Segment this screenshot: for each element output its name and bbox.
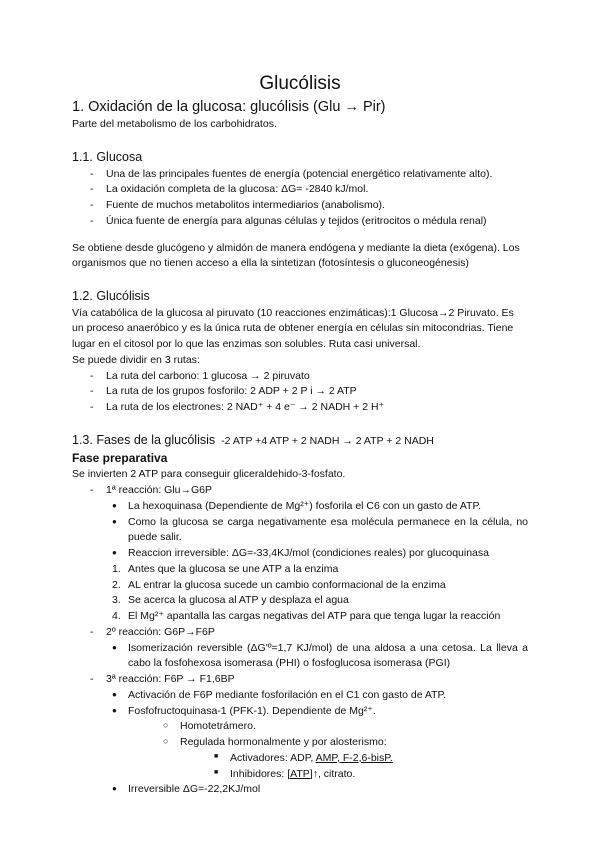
- reaction-3-bullets: [72, 688, 528, 720]
- reaction-1-bullets: [72, 499, 528, 562]
- list-item: ● Irreversible ΔG=-22,2KJ/mol: [128, 782, 528, 798]
- glucosa-list: [72, 167, 528, 230]
- document-title: Glucólisis: [259, 73, 341, 94]
- activators-underlined: AMP, F-2,6-bisP.: [315, 751, 393, 764]
- reaction-1-steps: [72, 562, 528, 625]
- list-item: - Fuente de muchos metabolitos intermediarios (anabolismo).: [72, 198, 528, 214]
- reaction-1-label: 1ª reacción: Glu→G6P: [106, 484, 213, 497]
- phase-intro: Se invierten 2 ATP para conseguir gliceraldehido-3-fosfato.: [72, 468, 346, 481]
- reaction-3-label: - 3ª reacción: F6P → F1,6BP: [72, 672, 528, 688]
- list-item: ● Fosfofructoquinasa-1 (PFK-1). Dependiente de Mg²⁺.: [128, 704, 528, 720]
- reactions-list: [72, 483, 528, 499]
- reaction-2-bullets: [72, 641, 528, 673]
- list-item: 2. AL entrar la glucosa sucede un cambio conformacional de la enzima: [112, 578, 446, 591]
- list-item: - Una de las principales fuentes de energía (potencial energético relativamente alto).: [72, 167, 528, 183]
- routes-list: [72, 369, 528, 416]
- inhibitors-label: Inhibidores:: [230, 767, 288, 780]
- activators-label: Activadores: ADP,: [230, 751, 316, 764]
- pfk-sublist: [72, 719, 528, 751]
- list-item: - La ruta de los grupos fosforilo: 2 ADP + 2 P i → 2 ATP: [72, 384, 528, 400]
- step-text: Se acerca la glucosa al ATP y desplaza el agua: [128, 594, 349, 607]
- list-item: ○ Homotetrámero.: [180, 719, 528, 735]
- glucolisis-paragraph: Vía catabólica de la glucosa al piruvato (10 reacciones enzimáticas):1 Glucosa→2 Piruvato. Es un proceso anaeróbico y es la única ruta de obtener energía en células sin mitocondrias. Tiene lugar en el citosol por lo que las enzimas son solubles. Ruta casi universal.: [72, 306, 514, 351]
- list-item: ● Como la glucosa se carga negativamente esa molécula permanece en la célula, no puede salir.: [128, 515, 528, 547]
- section-1-intro: Parte del metabolismo de los carbohidratos.: [72, 118, 277, 131]
- regulation-sublist: [72, 751, 528, 783]
- inhibitors-rest: ↑, citrato.: [312, 767, 356, 780]
- list-item: - La oxidación completa de la glucosa: ΔG= -2840 kJ/mol.: [72, 182, 528, 198]
- list-item: ● Isomerización reversible (ΔG'º=1,7 KJ/mol) de una aldosa a una cetosa. La lleva a cabo la fosfohexosa isomerasa (PHI) o fosfoglucosa isomerasa (PGI): [128, 641, 528, 673]
- list-item: - Única fuente de energía para algunas células y tejidos (eritrocitos o médula renal): [72, 214, 528, 230]
- reaction-3-final: [72, 782, 528, 798]
- list-item: - La ruta del carbono: 1 glucosa → 2 piruvato: [72, 369, 528, 385]
- glucosa-paragraph: Se obtiene desde glucógeno y almidón de manera endógena y mediante la dieta (exógena). Los organismos que no tienen acceso a ella la sintetizan (fotosíntesis o gluconeogénesis): [72, 241, 520, 270]
- section-1-3-heading: [72, 432, 528, 450]
- section-1-3-title: 1.3. Fases de la glucólisis: [72, 432, 216, 447]
- list-item: 3. Se acerca la glucosa al ATP y desplaza el agua: [112, 594, 349, 607]
- reaction-2-label: - 2º reacción: G6P→F6P: [72, 625, 528, 641]
- section-1-2-heading: 1.2. Glucólisis: [72, 289, 150, 304]
- balance-equation: -2 ATP +4 ATP + 2 NADH → 2 ATP + 2 NADH: [221, 434, 434, 447]
- step-text: AL entrar la glucosa sucede un cambio conformacional de la enzima: [128, 578, 446, 591]
- step-text: Antes que la glucosa se une ATP a la enzima: [128, 562, 339, 575]
- list-item: ● Activación de F6P mediante fosforilación en el C1 con gasto de ATP.: [128, 688, 528, 704]
- routes-intro: Se puede dividir en 3 rutas:: [72, 353, 200, 366]
- list-item: ○ Regulada hormonalmente y por alosterismo:: [180, 735, 528, 751]
- step-text: El Mg²⁺ apantalla las cargas negativas del ATP para que tenga lugar la reacción: [128, 610, 501, 623]
- list-item: ● Reaccion irreversible: ΔG=-33,4KJ/mol (condiciones reales) por glucoquinasa: [128, 546, 528, 562]
- list-item: 1. Antes que la glucosa se une ATP a la enzima: [112, 562, 339, 575]
- section-1-1-heading: 1.1. Glucosa: [72, 150, 143, 165]
- section-1-heading: 1. Oxidación de la glucosa: glucólisis (Glu → Pir): [72, 98, 386, 115]
- reaction-2: [72, 625, 528, 641]
- inhibitors-item: [230, 767, 528, 783]
- reaction-3: [72, 672, 528, 688]
- phase-title: Fase preparativa: [72, 451, 168, 466]
- activators-item: [230, 751, 528, 767]
- list-item: - La ruta de los electrones: 2 NAD⁺ + 4 e⁻ → 2 NADH + 2 H⁺: [72, 400, 528, 416]
- list-item: 4. El Mg²⁺ apantalla las cargas negativas del ATP para que tenga lugar la reacción: [112, 610, 501, 623]
- reaction-1: [72, 483, 528, 499]
- inhibitors-underlined: [ATP]: [287, 767, 313, 780]
- list-item: ● La hexoquinasa (Dependiente de Mg²⁺) fosforila el C6 con un gasto de ATP.: [128, 499, 528, 515]
